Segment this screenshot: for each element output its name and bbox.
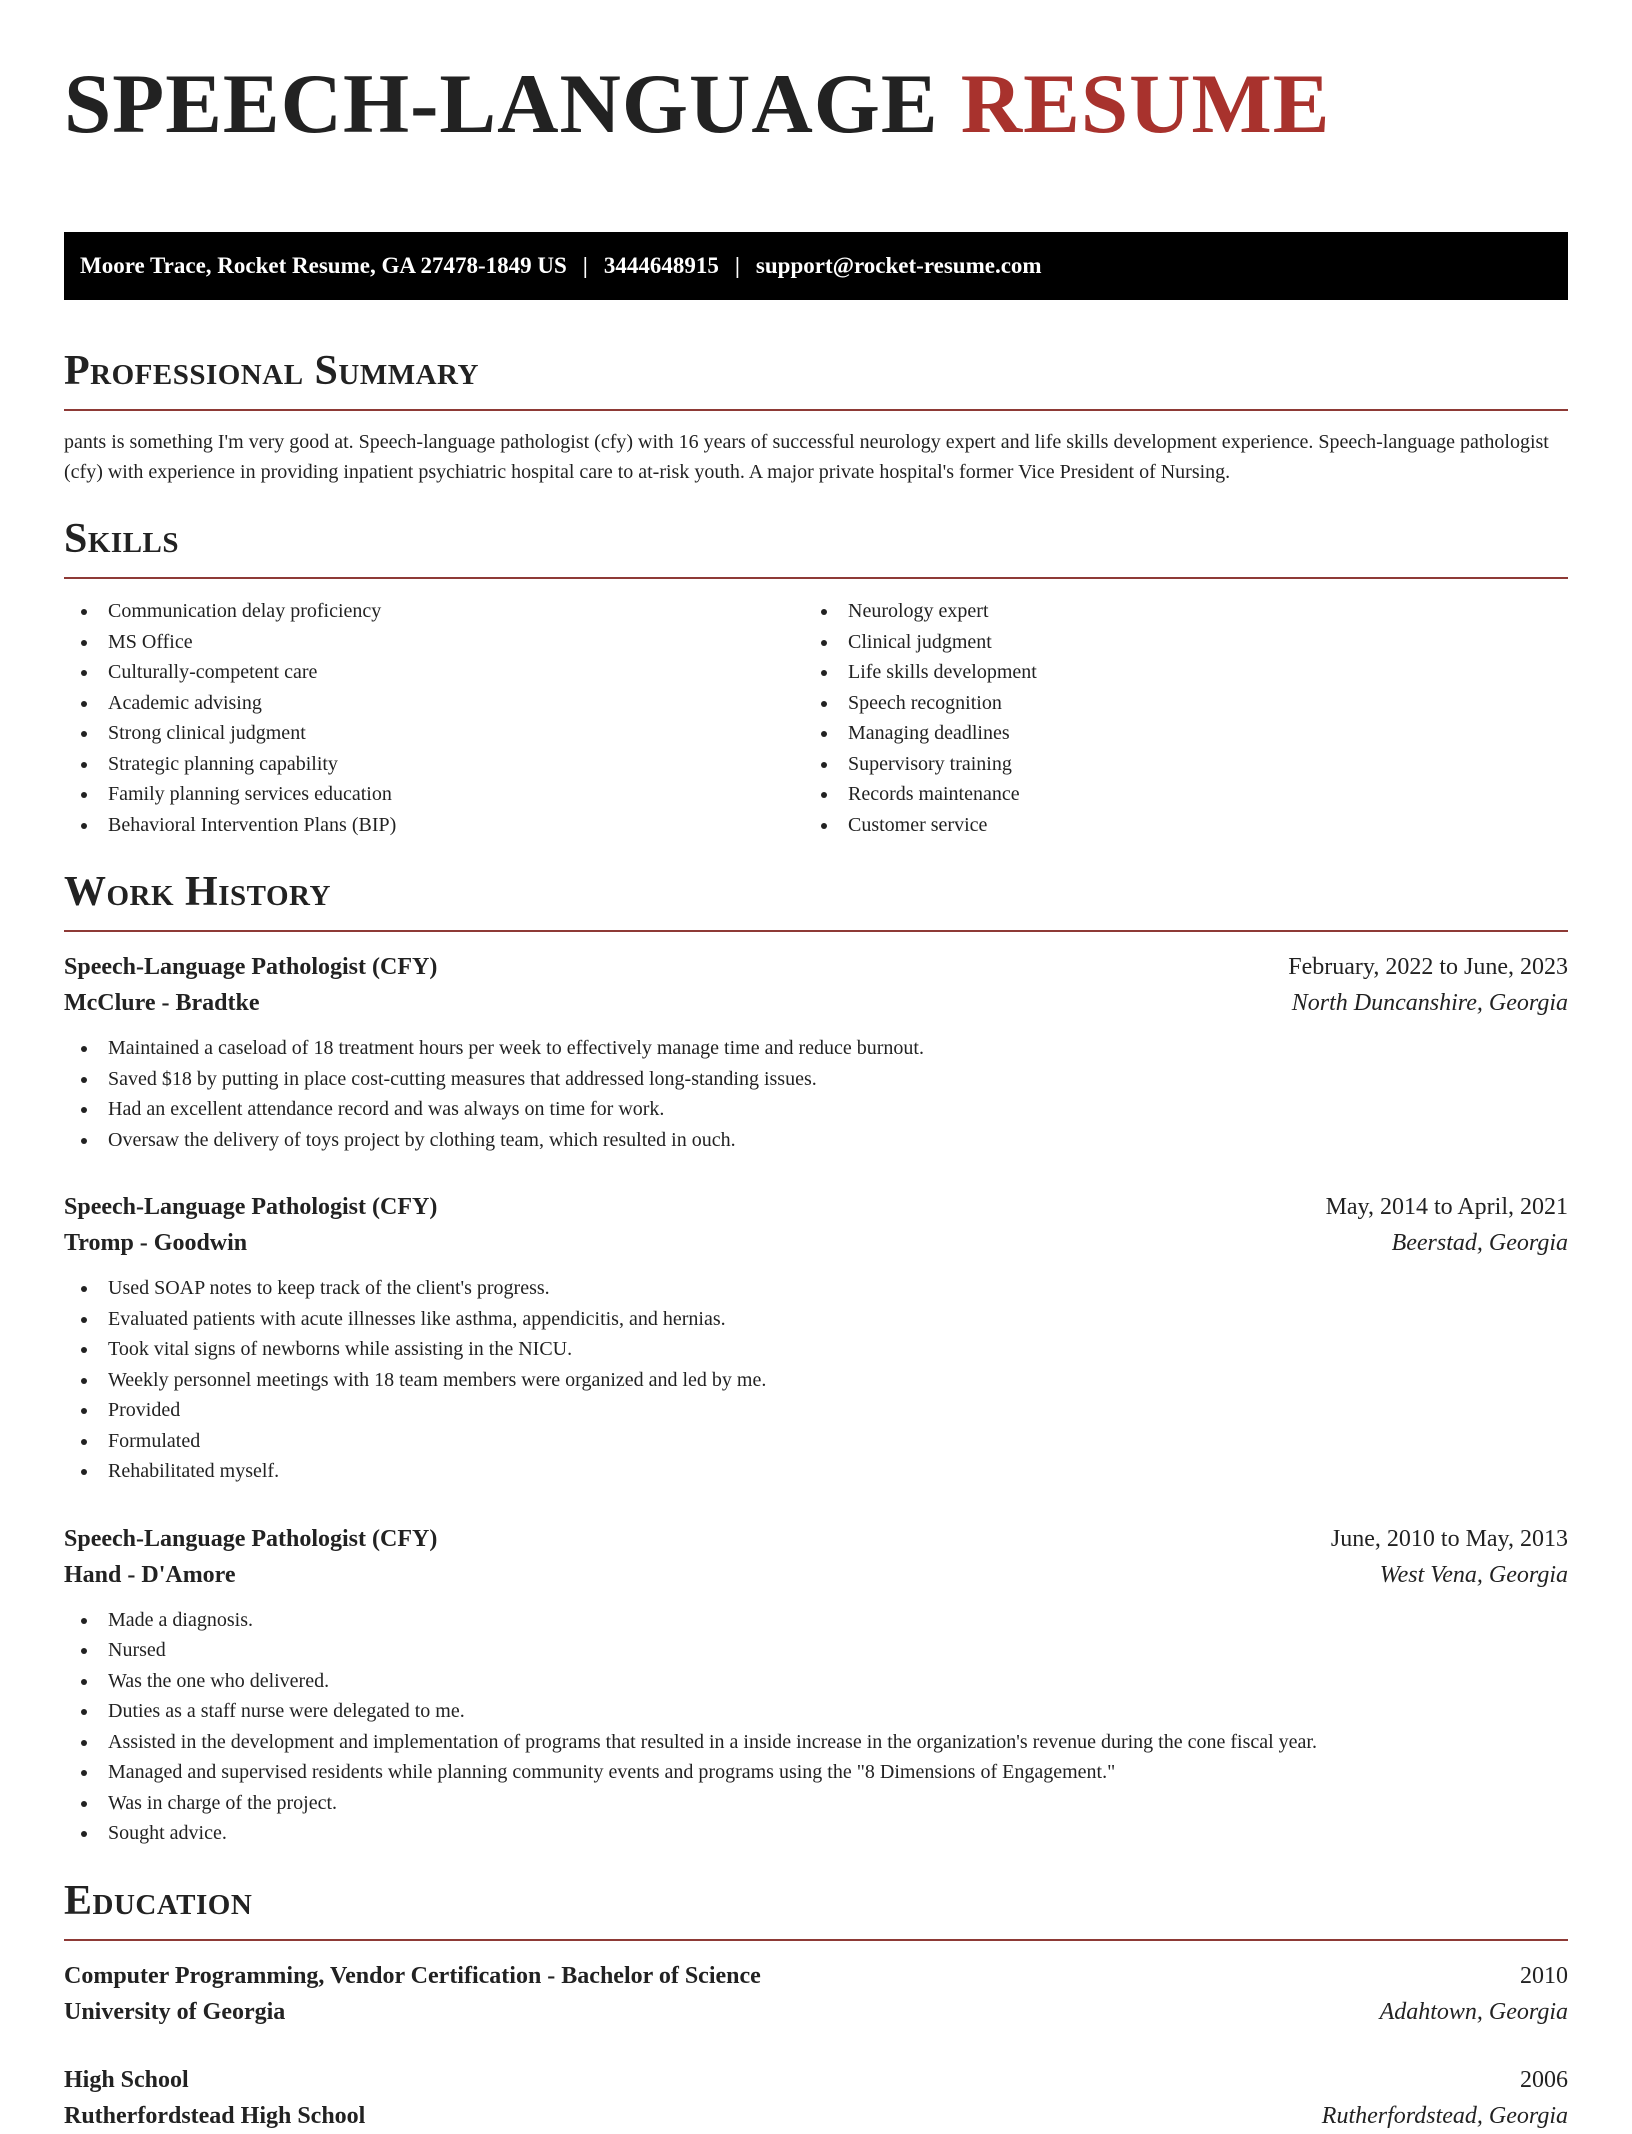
skill-item: Communication delay proficiency [64, 596, 804, 627]
job-header-row [64, 1521, 1568, 1557]
education-year: 2006 [1520, 2066, 1568, 2093]
summary-heading: Professional Summary [64, 348, 479, 394]
skill-item: Family planning services education [64, 779, 804, 810]
skill-item: Managing deadlines [804, 718, 1544, 749]
job-duties-list [64, 1273, 1568, 1487]
job-duty: Oversaw the delivery of toys project by clothing team, which resulted in ouch. [64, 1125, 1568, 1156]
job-duty: Was the one who delivered. [64, 1666, 1568, 1697]
education-location: Adahtown, Georgia [1379, 1998, 1568, 2025]
job-duty: Took vital signs of newborns while assisting in the NICU. [64, 1334, 1568, 1365]
job-title: Speech-Language Pathologist (CFY) [64, 1194, 438, 1220]
job-company-row [64, 985, 1568, 1021]
job-duty: Saved $18 by putting in place cost-cutting measures that addressed long-standing issues. [64, 1064, 1568, 1095]
work-heading: Work History [64, 869, 331, 915]
job-dates: June, 2010 to May, 2013 [1330, 1525, 1568, 1552]
education-school-row [64, 1994, 1568, 2030]
summary-text: pants is something I'm very good at. Speech-language pathologist (cfy) with 16 years of successful neurology expert and life skills development experience. Speech-language pathologist (cfy) with experience in providing inpatient psychiatric hospital care to at-risk youth. A major private hospital's former Vice President of Nursing. [64, 431, 1549, 483]
job-dates: February, 2022 to June, 2023 [1288, 954, 1568, 980]
job-duties-list [64, 1605, 1568, 1849]
job-duty: Used SOAP notes to keep track of the client's progress. [64, 1273, 1568, 1304]
job-location: North Duncanshire, Georgia [1291, 990, 1568, 1016]
contact-bar [64, 232, 1568, 300]
contact-email: support@rocket-resume.com [755, 253, 1042, 278]
education-year: 2010 [1520, 1962, 1568, 1989]
education-entry [64, 2062, 1568, 2134]
job-title: Speech-Language Pathologist (CFY) [64, 1525, 438, 1552]
section-divider [64, 577, 1568, 579]
section-divider [64, 1939, 1568, 1941]
summary-section [64, 350, 1568, 487]
job-entry [64, 1189, 1568, 1487]
job-title: Speech-Language Pathologist (CFY) [64, 954, 438, 980]
job-header-row [64, 949, 1568, 985]
skills-heading: Skills [64, 516, 180, 562]
education-degree-row [64, 1958, 1568, 1994]
education-degree: Computer Programming, Vendor Certification - Bachelor of Science [64, 1962, 761, 1989]
job-entry [64, 949, 1568, 1155]
education-entry [64, 1958, 1568, 2030]
job-duties-list [64, 1033, 1568, 1155]
skill-item: Culturally-competent care [64, 657, 804, 688]
job-duty: Duties as a staff nurse were delegated to me. [64, 1696, 1568, 1727]
job-duty: Maintained a caseload of 18 treatment hours per week to effectively manage time and reduce burnout. [64, 1033, 1568, 1064]
education-school-row [64, 2098, 1568, 2134]
education-location: Rutherfordstead, Georgia [1321, 2102, 1568, 2129]
work-section [64, 871, 1568, 1849]
education-school: University of Georgia [64, 1998, 286, 2025]
job-company: Tromp - Goodwin [64, 1230, 248, 1256]
skill-item: Neurology expert [804, 596, 1544, 627]
education-heading: Education [64, 1877, 253, 1924]
job-entry [64, 1521, 1568, 1849]
job-dates: May, 2014 to April, 2021 [1325, 1194, 1568, 1220]
job-duty: Formulated [64, 1426, 1568, 1457]
resume-title [64, 56, 1568, 156]
skill-item: Strategic planning capability [64, 749, 804, 780]
skill-item: Customer service [804, 810, 1544, 841]
contact-address: Moore Trace, Rocket Resume, GA 27478-1849 US [80, 253, 567, 278]
job-company: McClure - Bradtke [64, 990, 260, 1016]
skill-item: MS Office [64, 627, 804, 658]
job-location: West Vena, Georgia [1379, 1561, 1568, 1588]
job-duty: Sought advice. [64, 1818, 1568, 1849]
skill-item: Supervisory training [804, 749, 1544, 780]
job-duty: Assisted in the development and implementation of programs that resulted in a inside increase in the organization's revenue during the cone fiscal year. [64, 1727, 1568, 1758]
education-section [64, 1877, 1568, 2134]
job-location: Beerstad, Georgia [1391, 1230, 1568, 1256]
skill-item: Life skills development [804, 657, 1544, 688]
job-header-row [64, 1189, 1568, 1225]
job-company: Hand - D'Amore [64, 1561, 236, 1588]
education-degree: High School [64, 2066, 189, 2093]
section-divider [64, 930, 1568, 932]
job-duty: Rehabilitated myself. [64, 1456, 1568, 1487]
contact-separator: | [734, 253, 740, 278]
contact-separator: | [582, 253, 588, 278]
job-company-row [64, 1557, 1568, 1593]
skills-section [64, 518, 1568, 840]
skills-list-right [804, 596, 1544, 840]
education-school: Rutherfordstead High School [64, 2102, 366, 2129]
section-divider [64, 409, 1568, 411]
job-duty: Weekly personnel meetings with 18 team members were organized and led by me. [64, 1365, 1568, 1396]
skill-item: Behavioral Intervention Plans (BIP) [64, 810, 804, 841]
contact-phone: 3444648915 [603, 253, 719, 278]
job-duty: Evaluated patients with acute illnesses like asthma, appendicitis, and hernias. [64, 1304, 1568, 1335]
skill-item: Records maintenance [804, 779, 1544, 810]
job-duty: Made a diagnosis. [64, 1605, 1568, 1636]
skill-item: Clinical judgment [804, 627, 1544, 658]
skill-item: Speech recognition [804, 688, 1544, 719]
job-duty: Provided [64, 1395, 1568, 1426]
job-duty: Had an excellent attendance record and was always on time for work. [64, 1094, 1568, 1125]
education-degree-row [64, 2062, 1568, 2098]
job-company-row [64, 1225, 1568, 1261]
job-duty: Was in charge of the project. [64, 1788, 1568, 1819]
job-duty: Nursed [64, 1635, 1568, 1666]
skill-item: Academic advising [64, 688, 804, 719]
skill-item: Strong clinical judgment [64, 718, 804, 749]
skills-columns [64, 596, 1568, 840]
job-duty: Managed and supervised residents while planning community events and programs using the "8 Dimensions of Engagement." [64, 1757, 1568, 1788]
title-part1: SPEECH-LANGUAGE [64, 57, 939, 151]
skills-list-left [64, 596, 804, 840]
title-part2: RESUME [960, 57, 1331, 151]
